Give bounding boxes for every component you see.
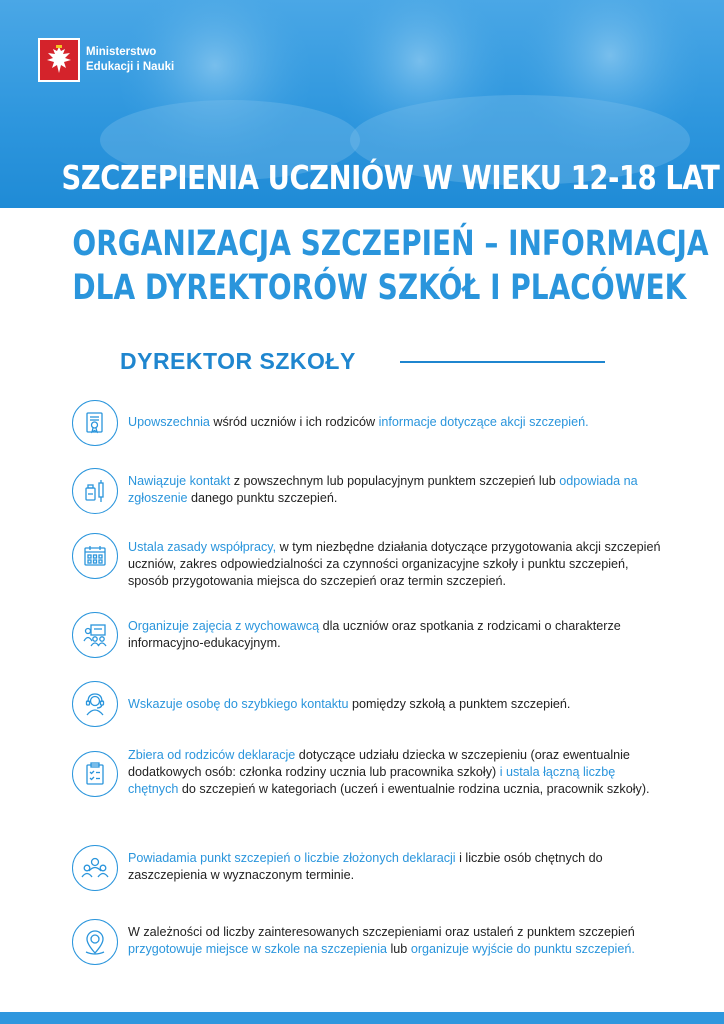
list-item-1 xyxy=(128,414,668,431)
list-item-2 xyxy=(128,473,668,507)
item-6-text-2: do szczepień w kategoriach (uczeń i ewentualnie rodzina ucznia, pracownik szkoły). xyxy=(178,782,650,796)
ministry-name-line2: Edukacji i Nauki xyxy=(86,61,175,73)
item-8-text: W zależności od liczby zainteresowanych szczepieniami oraz ustaleń z punktem szczepień xyxy=(128,925,635,939)
location-pin-icon xyxy=(72,919,118,965)
subtitle xyxy=(72,222,709,310)
list-item-3 xyxy=(128,539,668,590)
bottom-accent-bar xyxy=(0,1012,724,1024)
ministry-name-line1: Ministerstwo xyxy=(86,46,157,58)
list-item-5 xyxy=(128,696,668,713)
item-2-text: z powszechnym lub populacyjnym punktem szczepień lub xyxy=(230,474,560,488)
hero-banner xyxy=(0,0,724,208)
item-4-text: dla uczniów oraz spotkania z rodzicami o charakterze informacyjno-edukacyjnym. xyxy=(128,619,621,650)
vaccine-vial-syringe-icon xyxy=(72,468,118,514)
item-5-highlight: Wskazuje osobę do szybkiego kontaktu xyxy=(128,697,349,711)
item-4-highlight: Organizuje zajęcia z wychowawcą xyxy=(128,619,320,633)
group-people-icon xyxy=(72,845,118,891)
section-heading: DYREKTOR SZKOŁY xyxy=(120,348,356,374)
item-3-highlight: Ustala zasady współpracy, xyxy=(128,540,277,554)
subtitle-line2: DLA DYREKTORÓW SZKÓŁ I PLACÓWEK xyxy=(72,268,687,308)
list-item-7 xyxy=(128,850,668,884)
item-3-text: w tym niezbędne działania dotyczące przygotowania akcji szczepień uczniów, zakres odpowiedzialności za czynności organizacyjne szkoły i punktu szczepień, sposób przygotowania miejsca do szczepień oraz termin szczepień. xyxy=(128,540,661,588)
item-5-text: pomiędzy szkołą a punktem szczepień. xyxy=(348,697,571,711)
headset-contact-icon xyxy=(72,681,118,727)
clipboard-checklist-icon xyxy=(72,751,118,797)
item-7-highlight: Powiadamia punkt szczepień o liczbie złożonych deklaracji xyxy=(128,851,456,865)
document-certificate-icon xyxy=(72,400,118,446)
item-2-text-2: danego punktu szczepień. xyxy=(187,491,338,505)
section-divider xyxy=(400,361,605,363)
page-title: SZCZEPIENIA UCZNIÓW W WIEKU 12-18 LAT xyxy=(61,158,720,197)
item-2-highlight: Nawiązuje kontakt xyxy=(128,474,231,488)
calendar-icon xyxy=(72,533,118,579)
white-eagle-emblem-icon xyxy=(38,38,80,82)
item-8-highlight-2: organizuje wyjście do punktu szczepień. xyxy=(410,942,635,956)
item-6-highlight-2: i ustala łączną liczbę chętnych xyxy=(128,765,616,796)
item-1-highlight-2: informacje dotyczące akcji szczepień. xyxy=(378,415,589,429)
item-1-highlight: Upowszechnia xyxy=(128,415,210,429)
ministry-logo xyxy=(38,38,174,82)
list-item-4 xyxy=(128,618,668,652)
subtitle-line1: ORGANIZACJA SZCZEPIEŃ – INFORMACJA xyxy=(72,224,709,264)
presentation-meeting-icon xyxy=(72,612,118,658)
item-1-text: wśród uczniów i ich rodziców xyxy=(209,415,379,429)
item-2-highlight-2: odpowiada na zgłoszenie xyxy=(128,474,638,505)
item-6-text: dotyczące udziału dziecka w szczepieniu (oraz ewentualnie dodatkowych osób: członka rodziny ucznia lub pracownika szkoły) xyxy=(128,748,630,779)
item-8-highlight: przygotowuje miejsce w szkole na szczepienia xyxy=(128,942,387,956)
item-7-text: i liczbie osób chętnych do zaszczepienia w wyznaczonym terminie. xyxy=(128,851,603,882)
item-8-text-2: lub xyxy=(387,942,411,956)
list-item-8 xyxy=(128,924,668,958)
item-6-highlight: Zbiera od rodziców deklaracje xyxy=(128,748,296,762)
list-item-6 xyxy=(128,747,668,798)
